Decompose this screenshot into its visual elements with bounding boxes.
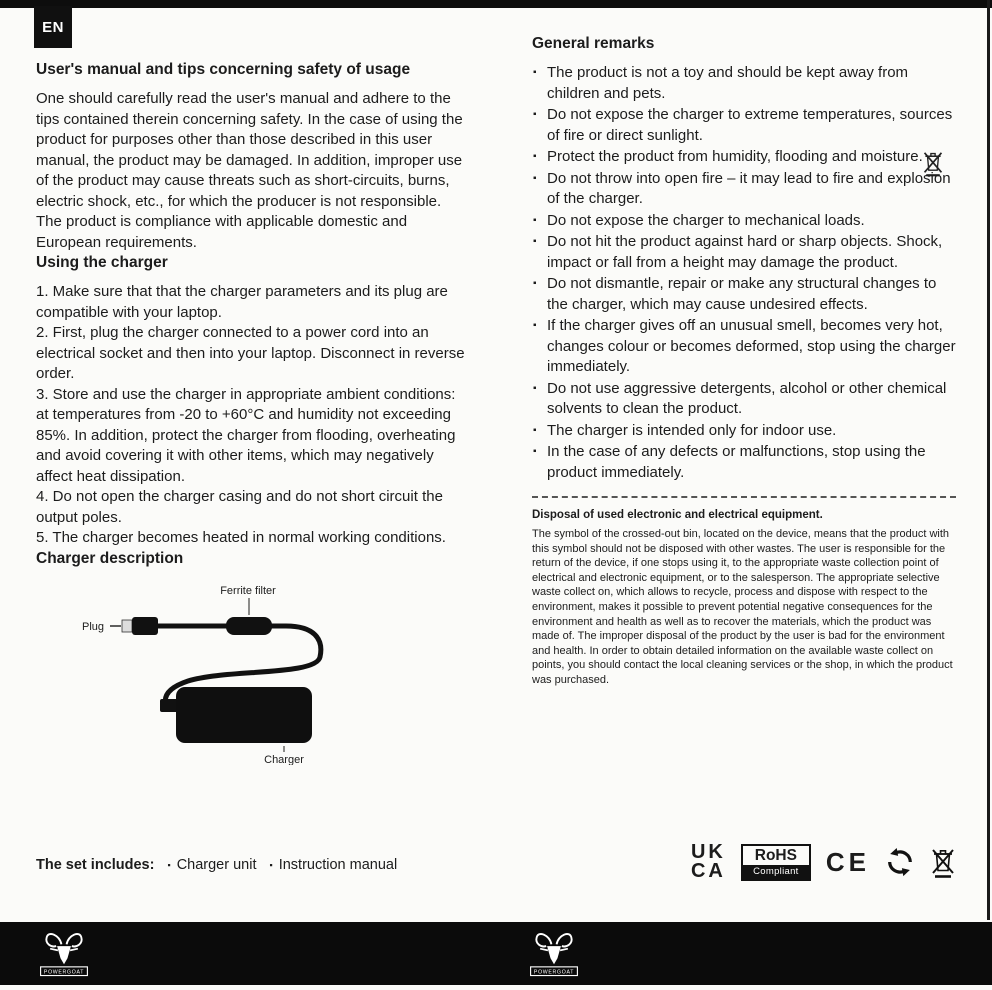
remark-item: ▪ Do not expose the charger to mechanical loads.: [532, 211, 956, 232]
set-includes-item: ▪ Charger unit: [167, 857, 256, 873]
footer-bar: [0, 922, 992, 985]
section-heading-general-remarks: General remarks: [532, 35, 655, 52]
remark-item: ▪ Do not use aggressive detergents, alcohol or other chemical solvents to clean the product.: [532, 379, 956, 420]
plug-pin-icon: [122, 620, 132, 632]
scan-top-edge: [0, 0, 992, 8]
remark-item: ▪ The charger is intended only for indoor use.: [532, 421, 956, 442]
ukca-mark: [691, 843, 726, 881]
plug-label: Plug: [82, 620, 105, 633]
set-includes-line: [36, 857, 397, 873]
section-heading-charger-description: Charger description: [36, 549, 184, 567]
compliance-marks-row: [532, 843, 956, 881]
disposal-body-text: The symbol of the crossed-out bin, located on the device, means that the product with this symbol should not be disposed with other wastes. The user is responsible for the return of the device, if one stops using it, to the appropriate waste collection point of electrical and electronic equipment, or to the salesperson. The appropriate selective waste collect on, which allows to recycle, process and dispose with respect to the environment, makes it possible to prevent potential negative consequences for the environment and health as well as to recover the materials, which the product was made of. The improper disposal of the product by the user is bad for the environment and health. In order to obtain detailed information on the available waste collect on points, you should contact the local cleaning services or the shop, in which the product was purchased.: [532, 528, 953, 686]
charger-body-icon: [176, 687, 312, 743]
plug-icon: [132, 617, 158, 635]
right-column: [532, 34, 956, 688]
recycling-icon: [885, 847, 915, 877]
remark-item: ▪ Do not dismantle, repair or make any structural changes to the charger, which may cause undesired effects.: [532, 274, 956, 315]
remark-item: ▪ Protect the product from humidity, flooding and moisture.: [532, 147, 956, 168]
powergoat-logo-text: POWERGOAT: [43, 969, 85, 976]
charger-usage-step: 1. Make sure that that the charger parameters and its plug are compatible with your laptop.: [36, 283, 448, 321]
language-badge: [34, 6, 72, 48]
scan-right-edge: [987, 0, 990, 920]
ferrite-filter-label: Ferrite filter: [220, 584, 276, 597]
ce-mark: CE: [825, 846, 870, 877]
charger-usage-step: 5. The charger becomes heated in normal working conditions.: [36, 529, 446, 546]
remark-item: ▪ If the charger gives off an unusual smell, becomes very hot, changes colour or becomes deformed, stop using the charger immediately.: [532, 316, 956, 378]
charger-usage-step: 2. First, plug the charger connected to a power cord into an electrical socket and then into your laptop. Disconnect in reverse order.: [36, 324, 465, 382]
remark-item: ▪ In the case of any defects or malfunctions, stop using the product immediately.: [532, 442, 956, 483]
safety-body-text: One should carefully read the user's manual and adhere to the tips contained therein concerning safety. In the case of using the product for purposes other than those described in this user manual, the product may be damaged. In addition, improper use of the product may cause threats such as short-circuits, burns, electric shock, etc., for which the producer is not responsible. The product is compliance with applicable domestic and European requirements.: [36, 90, 463, 251]
remark-item: ▪ The product is not a toy and should be kept away from children and pets.: [532, 63, 956, 104]
charger-usage-step: 3. Store and use the charger in appropriate ambient conditions: at temperatures from -20 to +60°C and humidity not exceeding 85%. In addition, protect the charger from flooding, overheating and avoid covering it with other items, which may negatively affect heat dissipation.: [36, 385, 456, 485]
disposal-heading: Disposal of used electronic and electrical equipment.: [532, 509, 823, 521]
charger-label: Charger: [264, 753, 304, 765]
charger-usage-step: 4. Do not open the charger casing and do not short circuit the output poles.: [36, 488, 443, 526]
rohs-label: RoHS: [754, 846, 797, 864]
powergoat-logo-text: POWERGOAT: [533, 969, 575, 976]
powergoat-logo: [528, 928, 580, 978]
remark-item: ▪ Do not hit the product against hard or sharp objects. Shock, impact or fall from a height may damage the product.: [532, 232, 956, 273]
weee-bin-icon: [930, 845, 956, 879]
charger-diagram: [76, 581, 468, 765]
remark-item: ▪ Do not expose the charger to extreme temperatures, sources of fire or direct sunlight.: [532, 105, 956, 146]
ukca-line1: UK: [690, 841, 726, 863]
section-heading-using-charger: Using the charger: [36, 254, 168, 271]
language-badge-label: EN: [42, 18, 64, 36]
set-includes-item: ▪ Instruction manual: [270, 857, 398, 873]
section-heading-safety: User's manual and tips concerning safety of usage: [36, 61, 411, 78]
general-remarks-list: [532, 63, 956, 483]
left-column: [36, 60, 468, 765]
powergoat-logo: [38, 928, 90, 978]
remark-item: ▪ Do not throw into open fire – it may lead to fire and explosion of the charger.: [532, 169, 956, 210]
ferrite-filter-icon: [226, 617, 272, 635]
cable-connector-icon: [160, 699, 178, 712]
set-includes-label: The set includes:: [36, 857, 155, 873]
ukca-line2: CA: [690, 860, 726, 882]
rohs-mark: [741, 844, 811, 881]
dashed-divider: [532, 496, 956, 498]
rohs-compliant-label: Compliant: [743, 865, 809, 879]
